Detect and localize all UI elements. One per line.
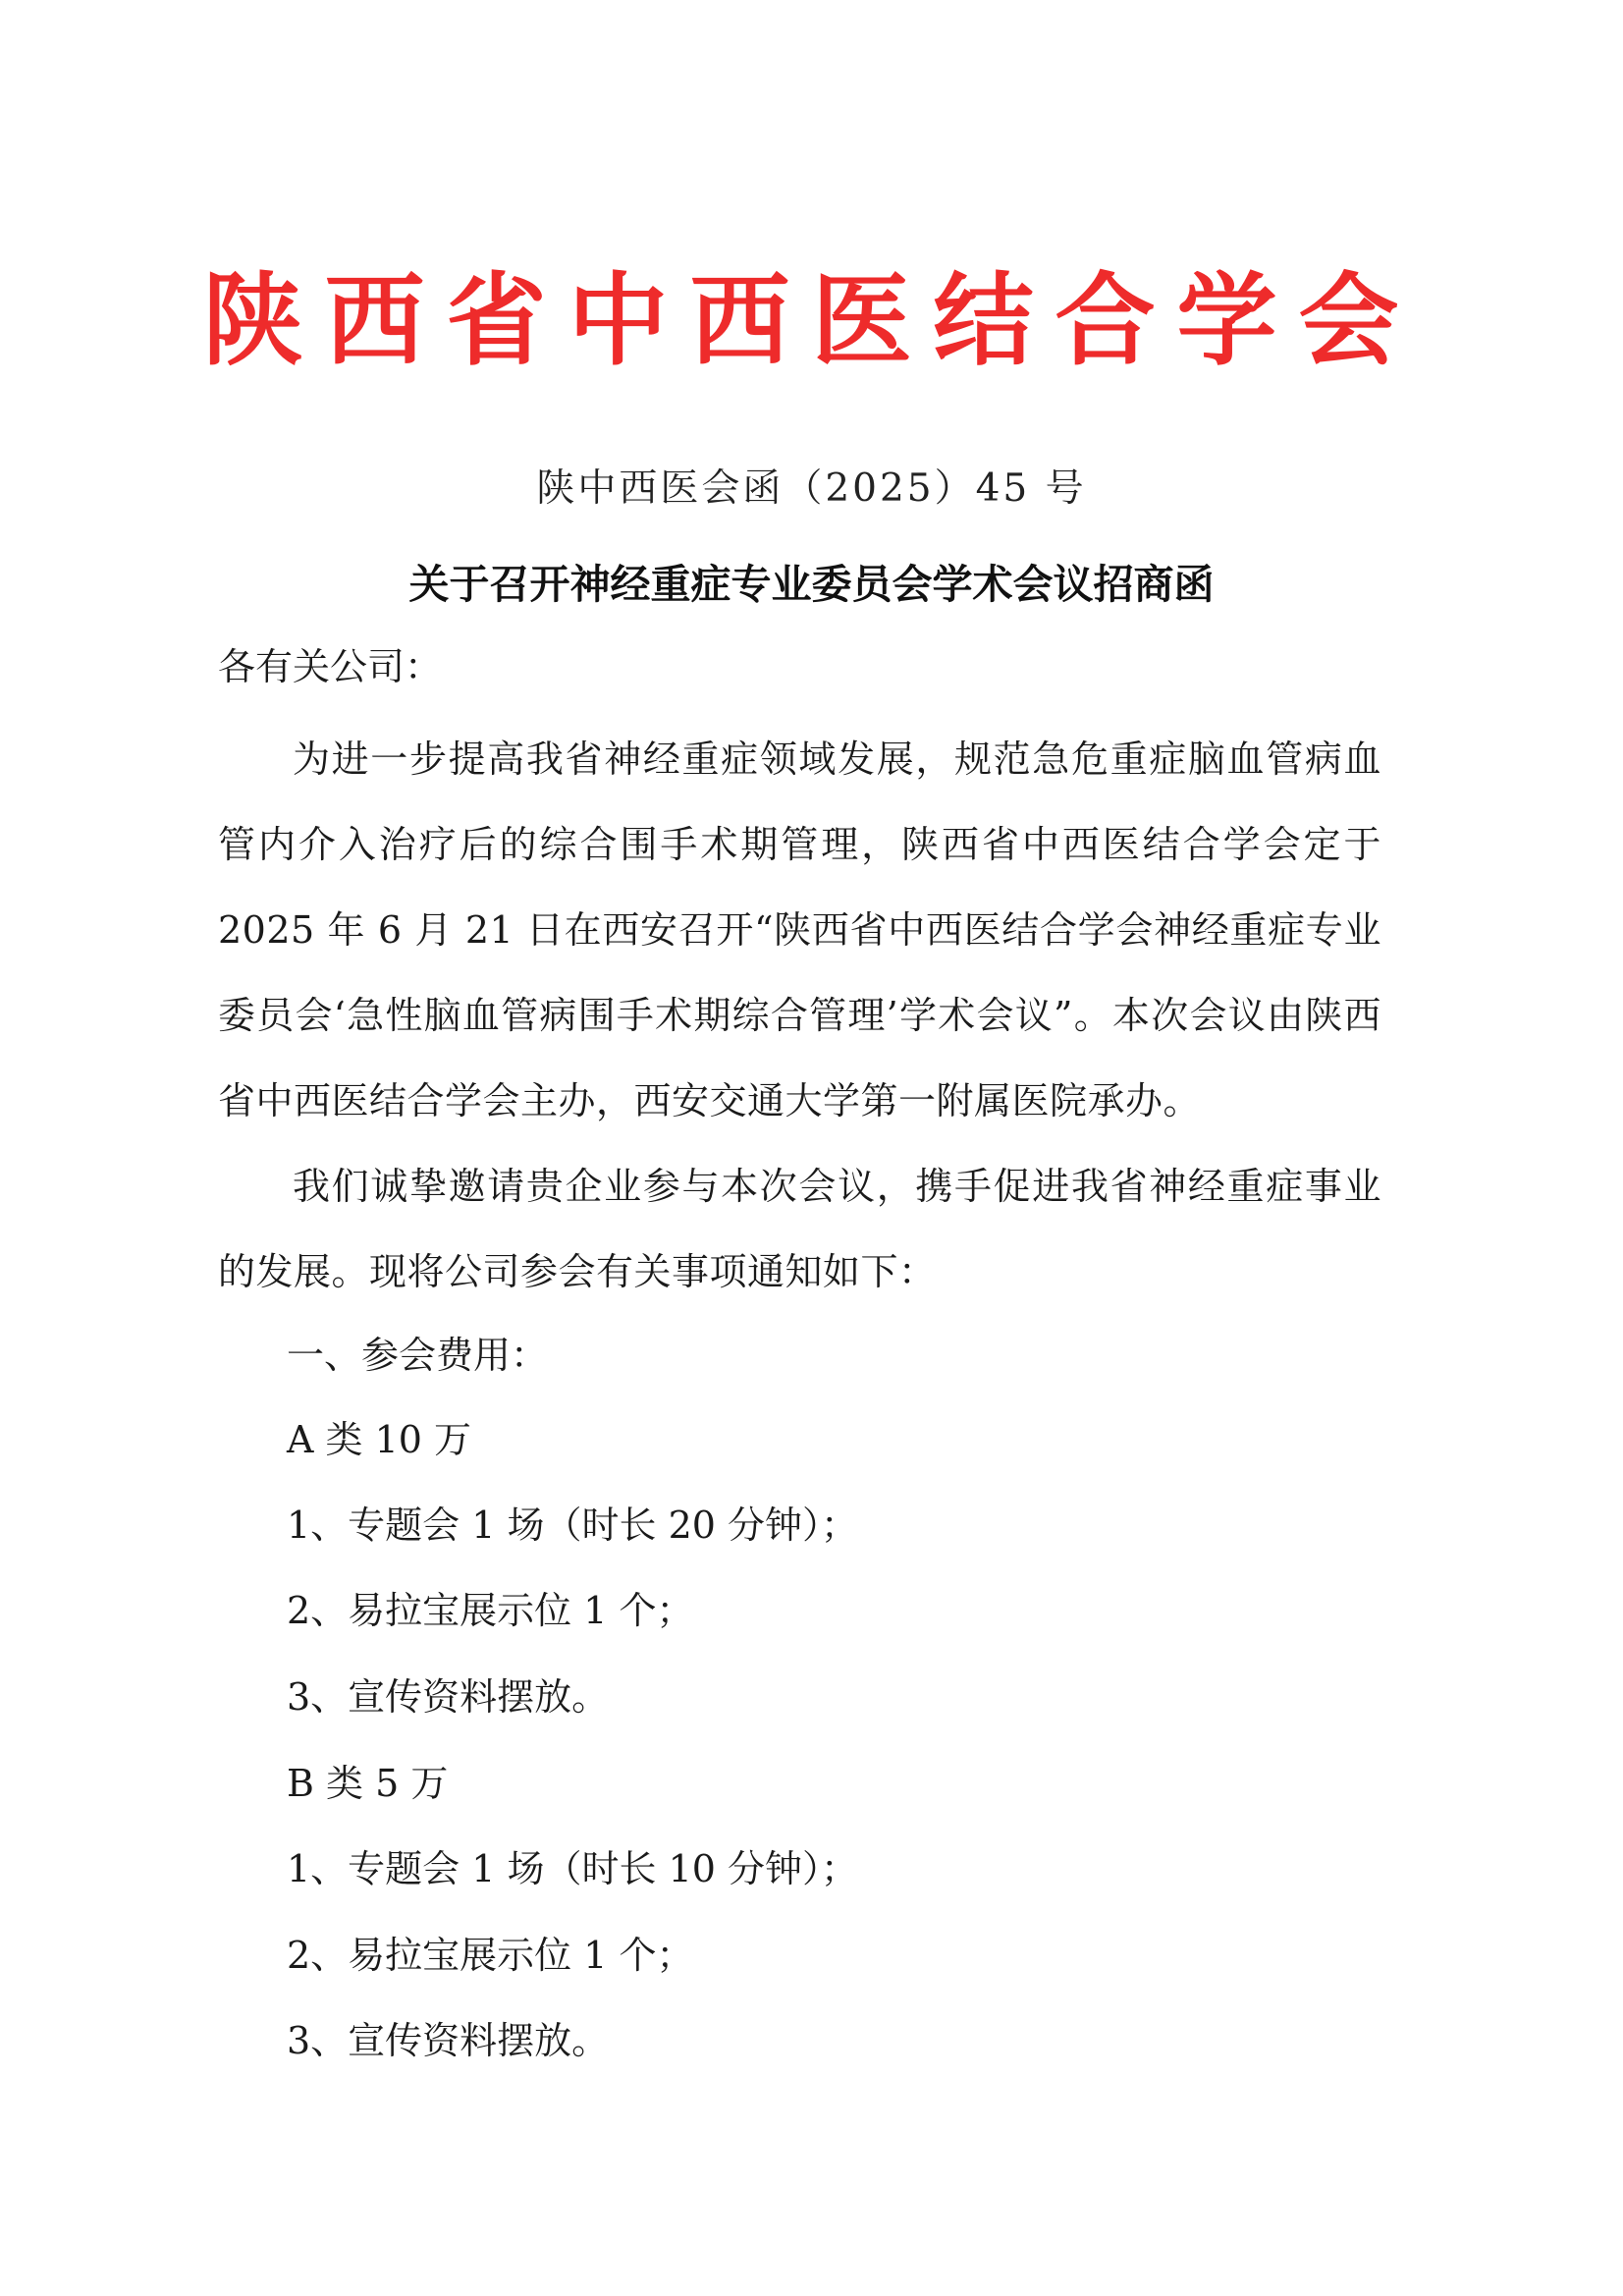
package-a-item: 3、宣传资料摆放。 <box>287 1675 610 1719</box>
package-b-item: 1、专题会 1 场（时长 10 分钟）； <box>287 1847 859 1890</box>
section-heading-fees: 一、参会费用： <box>287 1334 549 1377</box>
package-b-item: 3、宣传资料摆放。 <box>287 2019 610 2062</box>
package-b-label: B 类 5 万 <box>287 1762 449 1805</box>
package-a-item: 2、易拉宝展示位 1 个； <box>287 1589 694 1632</box>
package-a-label: A 类 10 万 <box>287 1418 472 1461</box>
salutation: 各有关公司： <box>218 645 443 688</box>
body-paragraph-invitation: 我们诚挚邀请贵企业参与本次会议，携手促进我省神经重症事业的发展。现将公司参会有关事项通知如下： <box>218 1165 1381 1293</box>
package-a-item: 1、专题会 1 场（时长 20 分钟）； <box>287 1503 859 1547</box>
document-number: 陕中西医会函（2025）45 号 <box>536 466 1087 511</box>
letterhead-org-name: 陕西省中西医结合学会 <box>202 263 1421 380</box>
package-b-item: 2、易拉宝展示位 1 个； <box>287 1934 694 1977</box>
body-paragraph-intro: 为进一步提高我省神经重症领域发展，规范急危重症脑血管病血管内介入治疗后的综合围手术期管理，陕西省中西医结合学会定于 2025 年 6 月 21 日在西安召开“陕西省中西医结合学会神经重症专业委员会‘急性脑血管病围手术期综合管理’学术会议”。本次会议由陕西省中西医结合学会主办，西安交通大学第一附属医院承办。 <box>218 738 1381 1122</box>
document-title: 关于召开神经重症专业委员会学术会议招商函 <box>408 561 1215 608</box>
